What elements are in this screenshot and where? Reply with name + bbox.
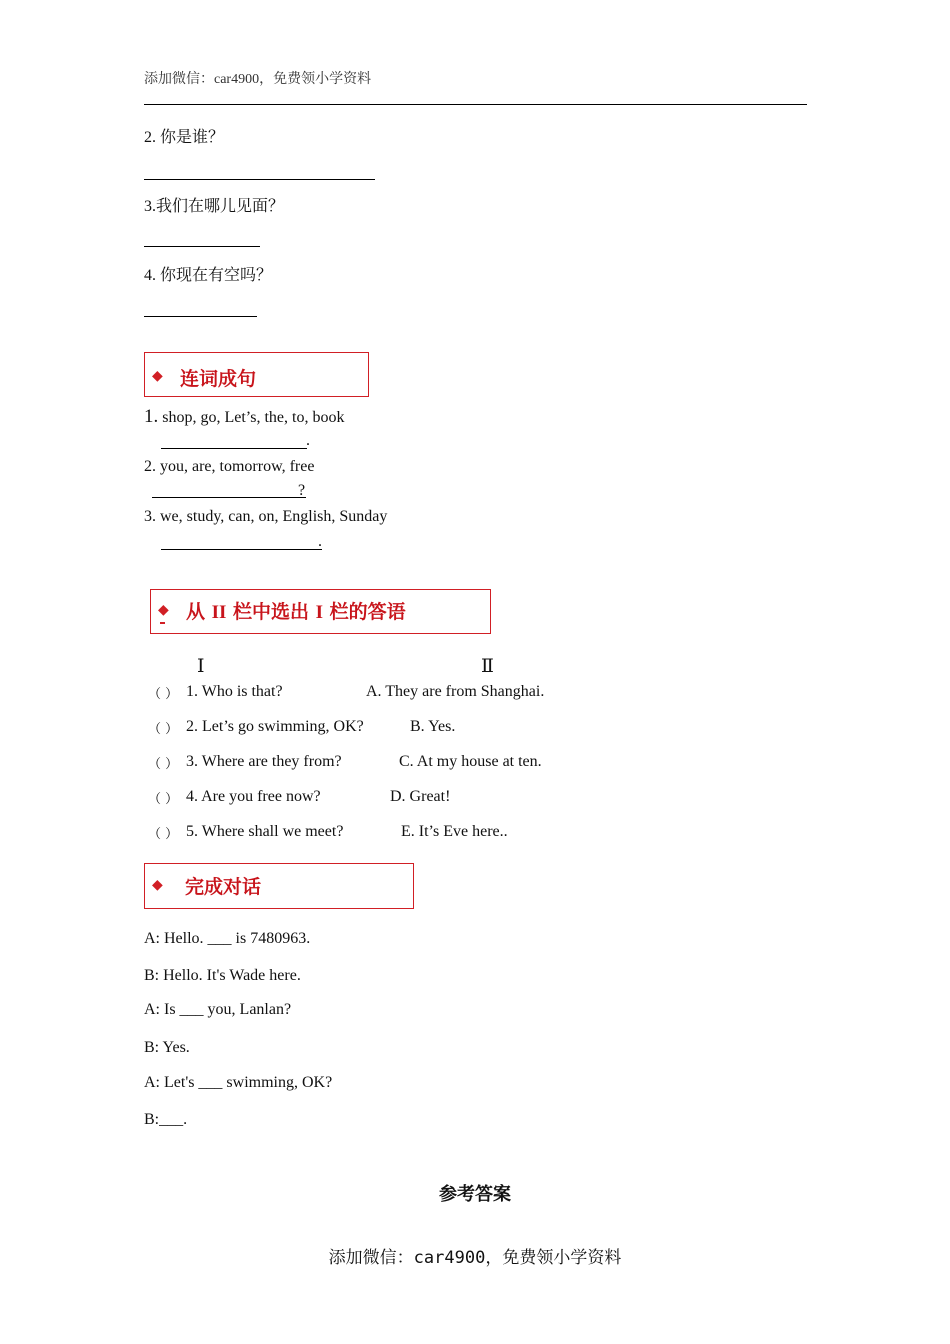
diamond-icon: ◆ xyxy=(152,877,163,893)
sentence-words: we, study, can, on, English, Sunday xyxy=(156,508,388,525)
dialogue-line: A: Hello. ___ is 7480963. xyxy=(144,930,311,947)
dialogue-line: A: Let's ___ swimming, OK? xyxy=(144,1074,333,1091)
sentence-item-2 xyxy=(144,457,314,477)
header-text: 添加微信：car4900，免费领小学资料 xyxy=(144,72,372,87)
dialogue-line: B:___. xyxy=(144,1111,188,1128)
section-box-matching xyxy=(150,589,491,634)
section-title-dialogue: 完成对话 xyxy=(185,876,262,898)
header-rule xyxy=(144,104,807,105)
match-answer: C. At my house at ten. xyxy=(399,753,542,770)
sentence-end-3: . xyxy=(318,533,322,550)
match-question: 4. Are you free now? xyxy=(186,788,321,805)
diamond-icon: ◆ xyxy=(152,368,163,384)
sentence-line-3 xyxy=(161,549,322,550)
section-title-matching xyxy=(186,597,406,624)
answer-line-3 xyxy=(144,246,260,247)
answer-line-4 xyxy=(144,316,257,317)
sentence-item-1 xyxy=(144,407,344,428)
section-box-sentences xyxy=(144,352,369,397)
answer-paren[interactable]: （ ） xyxy=(148,722,179,737)
sentence-num: 3. xyxy=(144,508,156,525)
sentence-line-2 xyxy=(152,497,306,498)
match-answer: A. They are from Shanghai. xyxy=(366,683,545,700)
sentence-end-1: . xyxy=(306,432,310,449)
translate-item-2: 2. 你是谁？ xyxy=(144,129,225,146)
answer-paren[interactable]: （ ） xyxy=(148,792,179,807)
translate-item-4: 4. 你现在有空吗？ xyxy=(144,267,273,284)
match-answer: D. Great! xyxy=(390,788,451,805)
diamond-icon: ◆ xyxy=(158,602,169,618)
sentence-words: you, are, tomorrow, free xyxy=(156,458,315,475)
sentence-end-2: ? xyxy=(298,482,306,499)
title-roman: II xyxy=(211,602,227,623)
dialogue-line: A: Is ___ you, Lanlan? xyxy=(144,1001,292,1018)
dialogue-line: B: Yes. xyxy=(144,1039,190,1056)
sentence-words: shop, go, Let’s, the, to, book xyxy=(158,409,345,426)
answer-paren[interactable]: （ ） xyxy=(148,827,179,842)
answer-line-2 xyxy=(144,179,375,180)
title-part: 栏的答语 xyxy=(323,601,406,623)
answer-paren[interactable]: （ ） xyxy=(148,757,179,772)
sentence-num: 1. xyxy=(144,406,159,427)
answer-key-title: 参考答案 xyxy=(439,1184,511,1205)
title-part: 栏中选出 xyxy=(226,601,316,623)
column-header-1: Ⅰ xyxy=(197,656,205,677)
section-title-sentences: 连词成句 xyxy=(180,368,257,390)
footer-text: 添加微信：car4900，免费领小学资料 xyxy=(328,1248,622,1268)
title-part: 从 xyxy=(186,601,212,623)
match-question: 3. Where are they from? xyxy=(186,753,342,770)
translate-item-3: 3.我们在哪儿见面？ xyxy=(144,198,285,215)
match-question: 5. Where shall we meet? xyxy=(186,823,344,840)
sentence-line-1 xyxy=(161,448,307,449)
sentence-num: 2. xyxy=(144,458,156,475)
match-answer: E. It’s Eve here.. xyxy=(401,823,508,840)
sentence-item-3 xyxy=(144,507,387,527)
title-roman: I xyxy=(315,602,324,623)
column-header-2: Ⅱ xyxy=(481,656,494,677)
match-question: 2. Let’s go swimming, OK? xyxy=(186,718,364,735)
diamond-fragment xyxy=(160,622,165,624)
answer-paren[interactable]: （ ） xyxy=(148,687,179,702)
section-box-dialogue xyxy=(144,863,414,909)
dialogue-line: B: Hello. It's Wade here. xyxy=(144,967,301,984)
match-question: 1. Who is that? xyxy=(186,683,283,700)
match-answer: B. Yes. xyxy=(410,718,456,735)
